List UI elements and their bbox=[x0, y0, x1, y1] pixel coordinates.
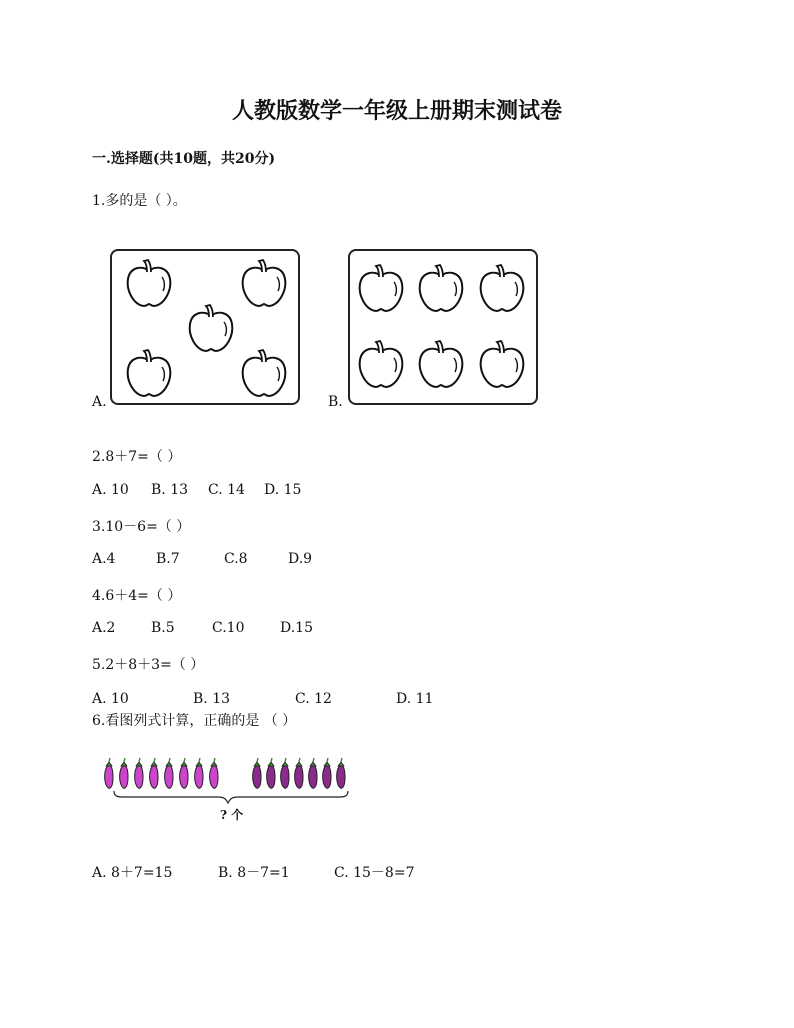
question-3-stem: 3.10－6=（ ） bbox=[92, 519, 191, 535]
question-1-stem: 1.多的是（ ）。 bbox=[92, 193, 187, 209]
q5-option-d[interactable]: D. 11 bbox=[396, 691, 434, 707]
apple-icon bbox=[416, 338, 466, 390]
eggplant-icon bbox=[281, 758, 289, 788]
q6-option-a[interactable]: A. 8＋7=15 bbox=[92, 865, 173, 881]
q5-option-a[interactable]: A. 10 bbox=[92, 691, 129, 707]
eggplant-icon bbox=[120, 758, 128, 788]
q5-option-c[interactable]: C. 12 bbox=[295, 691, 332, 707]
q6-option-b[interactable]: B. 8－7=1 bbox=[218, 865, 290, 881]
q3-option-a[interactable]: A.4 bbox=[92, 551, 116, 567]
eggplant-icon bbox=[180, 758, 188, 788]
q4-option-d[interactable]: D.15 bbox=[280, 620, 313, 636]
eggplant-icon bbox=[210, 758, 218, 788]
eggplant-icon bbox=[135, 758, 143, 788]
question-5-stem: 5.2＋8＋3=（ ） bbox=[92, 657, 205, 673]
q2-option-d[interactable]: D. 15 bbox=[264, 482, 302, 498]
brace-line bbox=[114, 791, 348, 803]
q4-option-a[interactable]: A.2 bbox=[92, 620, 116, 636]
q4-option-c[interactable]: C.10 bbox=[212, 620, 245, 636]
q1-option-b[interactable]: B. bbox=[328, 394, 343, 410]
apple-icon bbox=[356, 262, 406, 314]
eggplant-icon bbox=[150, 758, 158, 788]
q2-option-a[interactable]: A. 10 bbox=[92, 482, 129, 498]
q4-option-b[interactable]: B.5 bbox=[151, 620, 175, 636]
question-4-stem: 4.6＋4=（ ） bbox=[92, 588, 182, 604]
apple-icon bbox=[239, 347, 289, 399]
apple-icon bbox=[186, 302, 236, 354]
apple-icon bbox=[477, 262, 527, 314]
section-heading: 一.选择题(共10题，共20分) bbox=[92, 151, 276, 167]
q3-option-b[interactable]: B.7 bbox=[156, 551, 180, 567]
eggplant-group-right bbox=[253, 758, 345, 788]
eggplant-icon bbox=[323, 758, 331, 788]
eggplant-icon bbox=[253, 758, 261, 788]
q3-option-d[interactable]: D.9 bbox=[288, 551, 313, 567]
apple-icon bbox=[124, 347, 174, 399]
q2-option-b[interactable]: B. 13 bbox=[151, 482, 189, 498]
question-2-stem: 2.8＋7=（ ） bbox=[92, 449, 182, 465]
eggplant-icon bbox=[165, 758, 173, 788]
apple-icon bbox=[124, 257, 174, 309]
q2-option-c[interactable]: C. 14 bbox=[208, 482, 245, 498]
apple-icon bbox=[239, 257, 289, 309]
apple-icon bbox=[416, 262, 466, 314]
eggplant-group-left bbox=[105, 758, 218, 788]
apple-icon bbox=[477, 338, 527, 390]
apple-icon bbox=[356, 338, 406, 390]
brace-label: ? 个 bbox=[220, 808, 244, 822]
eggplant-icon bbox=[195, 758, 203, 788]
q1-option-a[interactable]: A. bbox=[92, 394, 107, 410]
eggplant-icon bbox=[295, 758, 303, 788]
eggplant-icon bbox=[267, 758, 275, 788]
eggplant-icon bbox=[337, 758, 345, 788]
q3-option-c[interactable]: C.8 bbox=[224, 551, 248, 567]
question-6-stem: 6.看图列式计算，正确的是 （ ） bbox=[92, 713, 297, 729]
eggplant-icon bbox=[105, 758, 113, 788]
q5-option-b[interactable]: B. 13 bbox=[193, 691, 231, 707]
q6-option-c[interactable]: C. 15－8=7 bbox=[334, 865, 415, 881]
page-title: 人教版数学一年级上册期末测试卷 bbox=[231, 98, 562, 124]
eggplant-icon bbox=[309, 758, 317, 788]
